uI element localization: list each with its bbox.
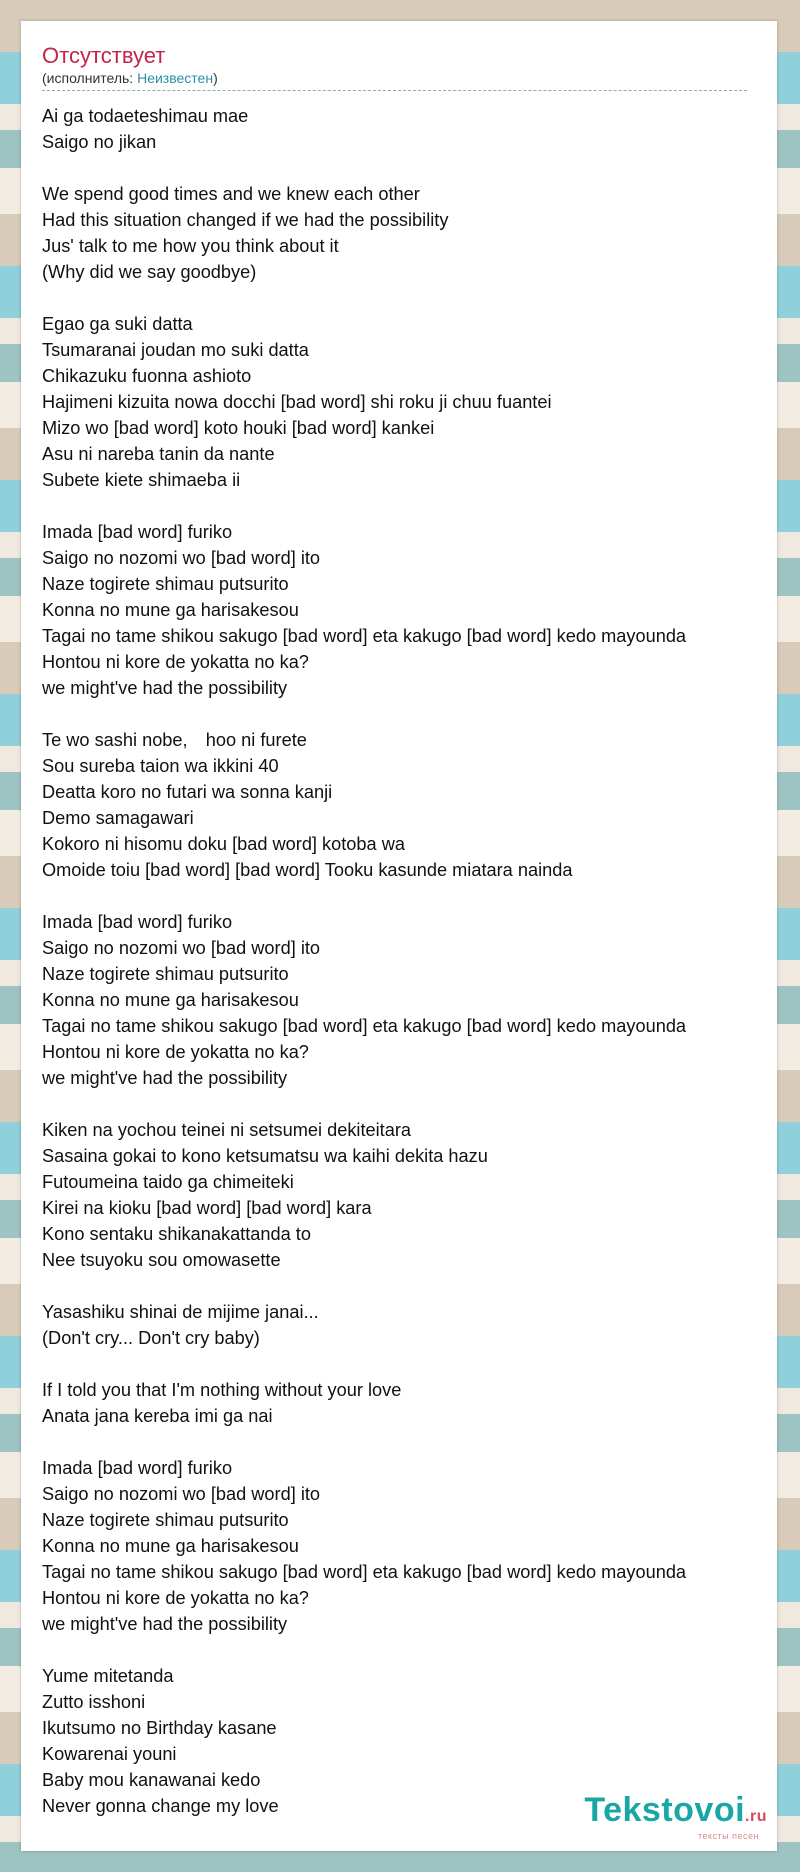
lyric-line: Tagai no tame shikou sakugo [bad word] eta kakugo [bad word] kedo mayounda [42,1016,687,1036]
lyric-line: Kirei na kioku [bad word] [bad word] kara [42,1198,372,1218]
song-title: Отсутствует [42,43,166,68]
lyric-line: If I told you that I'm nothing without your love [42,1380,402,1400]
stanza-gap [42,285,757,311]
stanza-gap [42,701,757,727]
lyric-line: Hontou ni kore de yokatta no ka? [42,1042,309,1062]
artist-link[interactable]: Неизвестен [137,70,214,86]
lyric-line: Mizo wo [bad word] koto houki [bad word] kankei [42,418,435,438]
lyric-line: Imada [bad word] furiko [42,522,233,542]
lyric-line: we might've had the possibility [42,1614,288,1634]
lyric-line: Hontou ni kore de yokatta no ka? [42,652,309,672]
lyric-line: Konna no mune ga harisakesou [42,990,299,1010]
logo-tld: .ru [745,1808,767,1825]
lyric-line: Chikazuku fuonna ashioto [42,366,252,386]
lyric-line: Asu ni nareba tanin da nante [42,444,275,464]
lyric-line: Tagai no tame shikou sakugo [bad word] eta kakugo [bad word] kedo mayounda [42,1562,687,1582]
lyrics-body [42,103,757,1819]
lyric-line: Never gonna change my love [42,1796,279,1816]
lyric-line: Saigo no jikan [42,132,157,152]
stanza-gap [42,1273,757,1299]
lyric-line: Zutto isshoni [42,1692,146,1712]
lyric-line: Konna no mune ga harisakesou [42,1536,299,1556]
lyric-line: Deatta koro no futari wa sonna kanji [42,782,333,802]
lyric-line: we might've had the possibility [42,678,288,698]
logo-tagline: тексты песен [697,1831,759,1841]
lyric-line: Kono sentaku shikanakattanda to [42,1224,311,1244]
stanza-gap [42,1637,757,1663]
lyric-line: Tsumaranai joudan mo suki datta [42,340,309,360]
lyric-line: Egao ga suki datta [42,314,193,334]
stanza-gap [42,493,757,519]
lyric-line: Nee tsuyoku sou omowasette [42,1250,281,1270]
lyric-line: Konna no mune ga harisakesou [42,600,299,620]
lyric-line: Kowarenai youni [42,1744,177,1764]
stanza-gap [42,1091,757,1117]
lyric-line: Naze togirete shimau putsurito [42,574,289,594]
lyric-line: Ikutsumo no Birthday kasane [42,1718,277,1738]
lyric-line: Subete kiete shimaeba ii [42,470,241,490]
lyric-line: We spend good times and we knew each other [42,184,420,204]
lyric-line: Saigo no nozomi wo [bad word] ito [42,548,321,568]
stanza-gap [42,883,757,909]
lyric-line: we might've had the possibility [42,1068,288,1088]
lyric-line: Saigo no nozomi wo [bad word] ito [42,1484,321,1504]
artist-suffix: ) [213,70,218,86]
lyric-line: Hontou ni kore de yokatta no ka? [42,1588,309,1608]
lyrics-card [21,21,777,1851]
logo-name: Tekstovoi [584,1791,746,1829]
lyric-line: Naze togirete shimau putsurito [42,964,289,984]
lyric-line: Sasaina gokai to kono ketsumatsu wa kaihi dekita hazu [42,1146,488,1166]
lyric-line: Kiken na yochou teinei ni setsumei dekiteitara [42,1120,412,1140]
lyric-line: Yume mitetanda [42,1666,174,1686]
site-logo[interactable] [584,1791,767,1841]
stanza-gap [42,1429,757,1455]
artist-line [42,69,747,91]
lyric-line: Omoide toiu [bad word] [bad word] Tooku kasunde miatara nainda [42,860,573,880]
stanza-gap [42,155,757,181]
lyric-line: Sou sureba taion wa ikkini 40 [42,756,279,776]
lyric-line: Saigo no nozomi wo [bad word] ito [42,938,321,958]
lyric-line: Yasashiku shinai de mijime janai... [42,1302,319,1322]
lyric-line: Baby mou kanawanai kedo [42,1770,261,1790]
artist-prefix: (исполнитель: [42,70,138,86]
lyric-line: Naze togirete shimau putsurito [42,1510,289,1530]
lyric-line: Imada [bad word] furiko [42,1458,233,1478]
stanza-gap [42,1351,757,1377]
lyric-line: Tagai no tame shikou sakugo [bad word] eta kakugo [bad word] kedo mayounda [42,626,687,646]
lyric-line: (Don't cry... Don't cry baby) [42,1328,260,1348]
lyric-line: Kokoro ni hisomu doku [bad word] kotoba wa [42,834,405,854]
lyric-line: (Why did we say goodbye) [42,262,257,282]
lyric-line: Demo samagawari [42,808,194,828]
lyric-line: Hajimeni kizuita nowa docchi [bad word] shi roku ji chuu fuantei [42,392,552,412]
lyric-line: Jus' talk to me how you think about it [42,236,339,256]
lyric-line: Had this situation changed if we had the possibility [42,210,449,230]
lyric-line: Imada [bad word] furiko [42,912,233,932]
lyric-line: Anata jana kereba imi ga nai [42,1406,273,1426]
lyric-line: Futoumeina taido ga chimeiteki [42,1172,294,1192]
lyric-line: Te wo sashi nobe, hoo ni furete [42,730,307,750]
lyric-line: Ai ga todaeteshimau mae [42,106,249,126]
